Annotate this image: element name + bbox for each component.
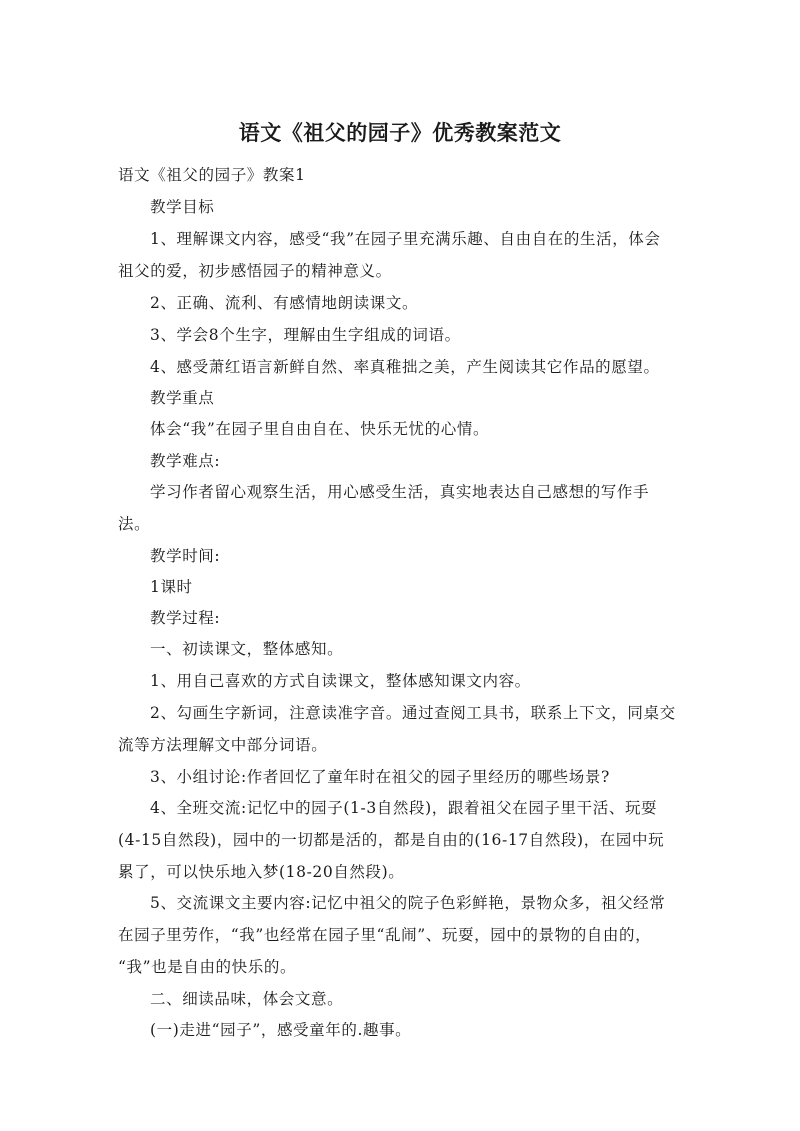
section-heading: 语文《祖父的园子》教案1 (118, 166, 306, 184)
paragraph-line: 教学时间: (150, 547, 221, 565)
paragraph-line: 3、学会8个生字，理解由生字组成的词语。 (150, 326, 461, 344)
paragraph-line: 祖父的爱，初步感悟园子的精神意义。 (118, 262, 392, 280)
paragraph-line: 1课时 (150, 578, 193, 596)
paragraph-line: 累了，可以快乐地入梦(18-20自然段)。 (118, 863, 405, 881)
paragraph-line: 二、细读品味，体会文意。 (150, 990, 344, 1008)
paragraph-line: 5、交流课文主要内容:记忆中祖父的院子色彩鲜艳，景物众多，祖父经常 (150, 894, 666, 912)
paragraph-line: 法。 (118, 515, 151, 533)
paragraph-line: 一、初读课文，整体感知。 (150, 640, 344, 658)
paragraph-line: (4-15自然段)，园中的一切都是活的，都是自由的(16-17自然段)，在园中玩 (118, 831, 665, 849)
paragraph-line: 4、全班交流:记忆中的园子(1-3自然段)，跟着祖父在园子里干活、玩耍 (150, 799, 658, 817)
paragraph-line: (一)走进“园子”，感受童年的.趣事。 (150, 1021, 412, 1039)
paragraph-line: 体会“我”在园子里自由自在、快乐无忧的心情。 (150, 420, 490, 438)
paragraph-line: 1、用自己喜欢的方式自读课文，整体感知课文内容。 (150, 672, 531, 690)
paragraph-line: “我”也是自由的快乐的。 (118, 958, 297, 976)
paragraph-line: 4、感受萧红语言新鲜自然、率真稚拙之美，产生阅读其它作品的愿望。 (150, 358, 660, 376)
paragraph-line: 2、勾画生字新词，注意读准字音。通过查阅工具书，联系上下文，同桌交 (150, 704, 676, 722)
paragraph-line: 教学难点: (150, 452, 221, 470)
paragraph-line: 2、正确、流利、有感情地朗读课文。 (150, 294, 419, 312)
paragraph-line: 教学目标 (150, 198, 215, 216)
paragraph-line: 教学重点 (150, 389, 215, 407)
paragraph-line: 1、理解课文内容，感受“我”在园子里充满乐趣、自由自在的生活，体会 (150, 230, 661, 248)
paragraph-line: 学习作者留心观察生活，用心感受生活，真实地表达自己感想的写作手 (150, 483, 650, 501)
paragraph-line: 流等方法理解文中部分词语。 (118, 736, 328, 754)
paragraph-line: 教学过程: (150, 609, 221, 627)
paragraph-line: 在园子里劳作，“我”也经常在园子里“乱闹”、玩耍，园中的景物的自由的， (118, 926, 652, 944)
paragraph-line: 3、小组讨论:作者回忆了童年时在祖父的园子里经历的哪些场景? (150, 768, 610, 786)
document-title: 语文《祖父的园子》优秀教案范文 (238, 121, 562, 145)
